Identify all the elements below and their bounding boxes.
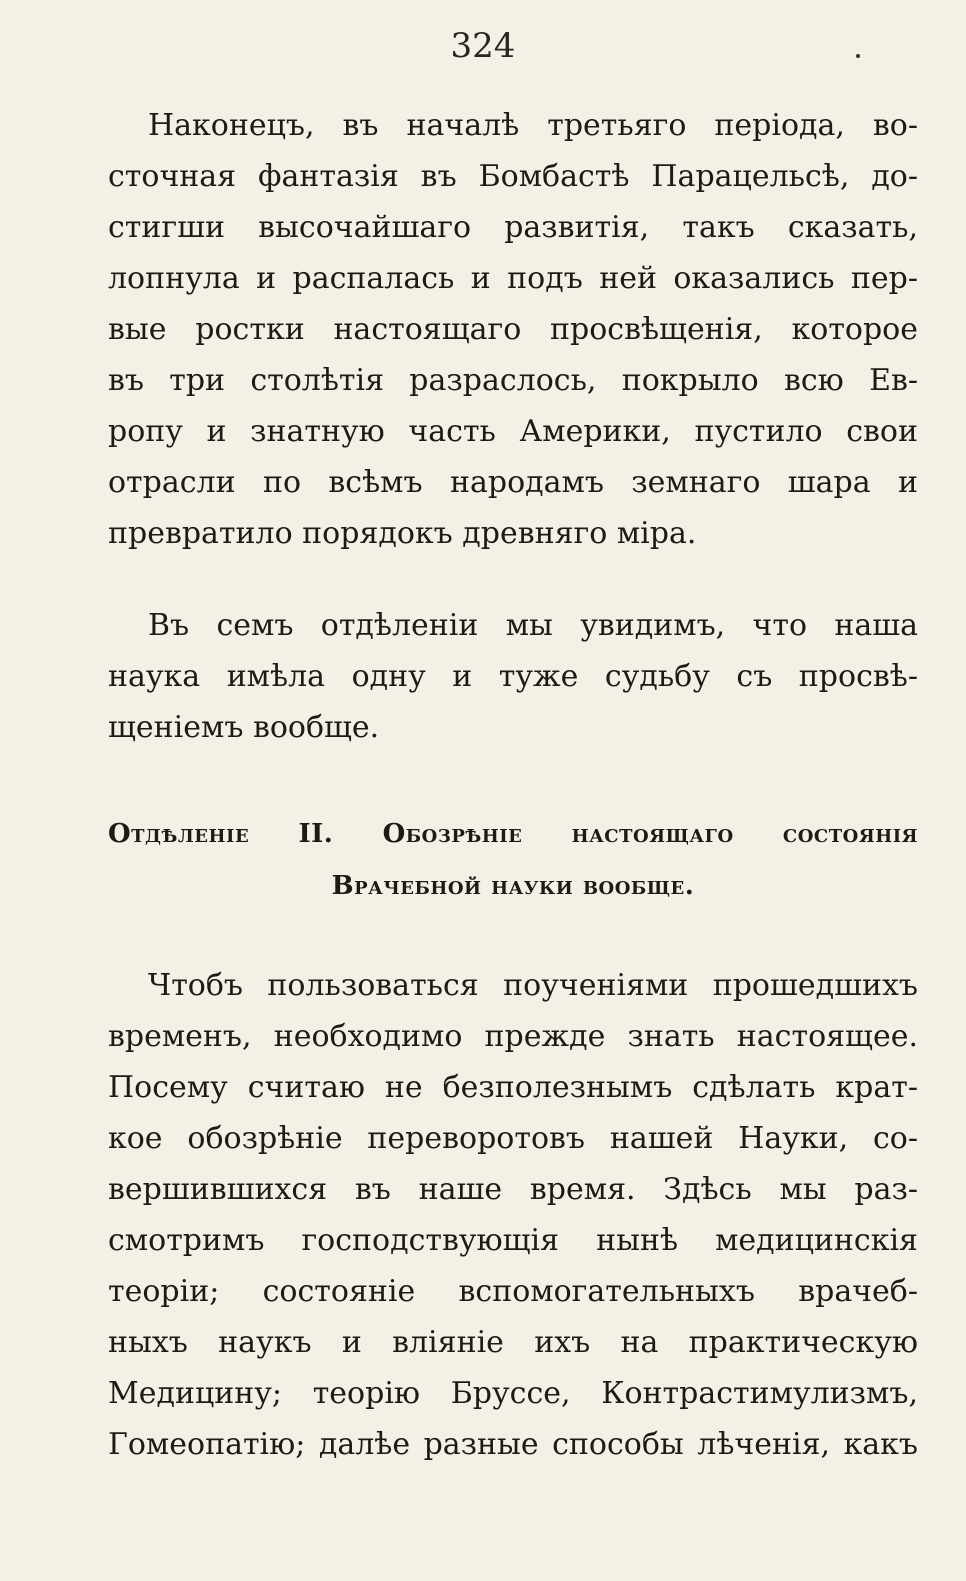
paragraph-2 (108, 600, 918, 753)
text-line: смотримъ господствующія нынѣ медицинскія (108, 1223, 918, 1258)
text-line: вые ростки настоящаго просвѣщенія, которое (108, 312, 918, 347)
section-heading-line: Врачебной науки вообще. (331, 871, 695, 901)
text-line: отрасли по всѣмъ народамъ земнаго шара и (108, 465, 918, 500)
text-line: ропу и знатную часть Америки, пустило свои (108, 414, 918, 449)
text-line: щеніемъ вообще. (108, 710, 380, 745)
text-line: теоріи; состояніе вспомогательныхъ врачеб- (108, 1274, 918, 1309)
text-line: Чтобъ пользоваться поученіями прошедшихъ (148, 968, 918, 1003)
text-line: превратило порядокъ древняго міра. (108, 516, 697, 551)
section-heading (108, 808, 918, 912)
text-line: вершившихся въ наше время. Здѣсь мы раз- (108, 1172, 918, 1207)
text-line: сточная фантазія въ Бомбастѣ Парацельсѣ, до- (108, 159, 918, 194)
text-line: Гомеопатію; далѣе разные способы лѣченія, какъ (108, 1427, 918, 1462)
text-line: наука имѣла одну и туже судьбу съ просвѣ- (108, 659, 918, 694)
text-line: Медицину; теорію Бруссе, Контрастимулизмъ, (108, 1376, 918, 1411)
text-line: лопнула и распалась и подъ ней оказались пер- (108, 261, 918, 296)
text-line: въ три столѣтія разраслось, покрыло всю Ев- (108, 363, 918, 398)
text-line: Въ семъ отдѣленіи мы увидимъ, что наша (148, 608, 918, 643)
paragraph-1 (108, 100, 918, 559)
text-line: Наконецъ, въ началѣ третьяго періода, во- (148, 108, 918, 143)
text-line: Посему считаю не безполезнымъ сдѣлать крат- (108, 1070, 918, 1105)
text-line: кое обозрѣніе переворотовъ нашей Науки, со- (108, 1121, 918, 1156)
text-line: временъ, необходимо прежде знать настоящее. (108, 1019, 918, 1054)
page-number: 324 (450, 26, 516, 66)
section-heading-line: Отдѣленіе II. Обозрѣніе настоящаго состоянія (108, 819, 918, 849)
paragraph-3 (108, 960, 918, 1470)
text-line: ныхъ наукъ и вліяніе ихъ на практическую (108, 1325, 918, 1360)
text-line: стигши высочайшаго развитія, такъ сказать, (108, 210, 918, 245)
ink-speck (856, 54, 860, 58)
